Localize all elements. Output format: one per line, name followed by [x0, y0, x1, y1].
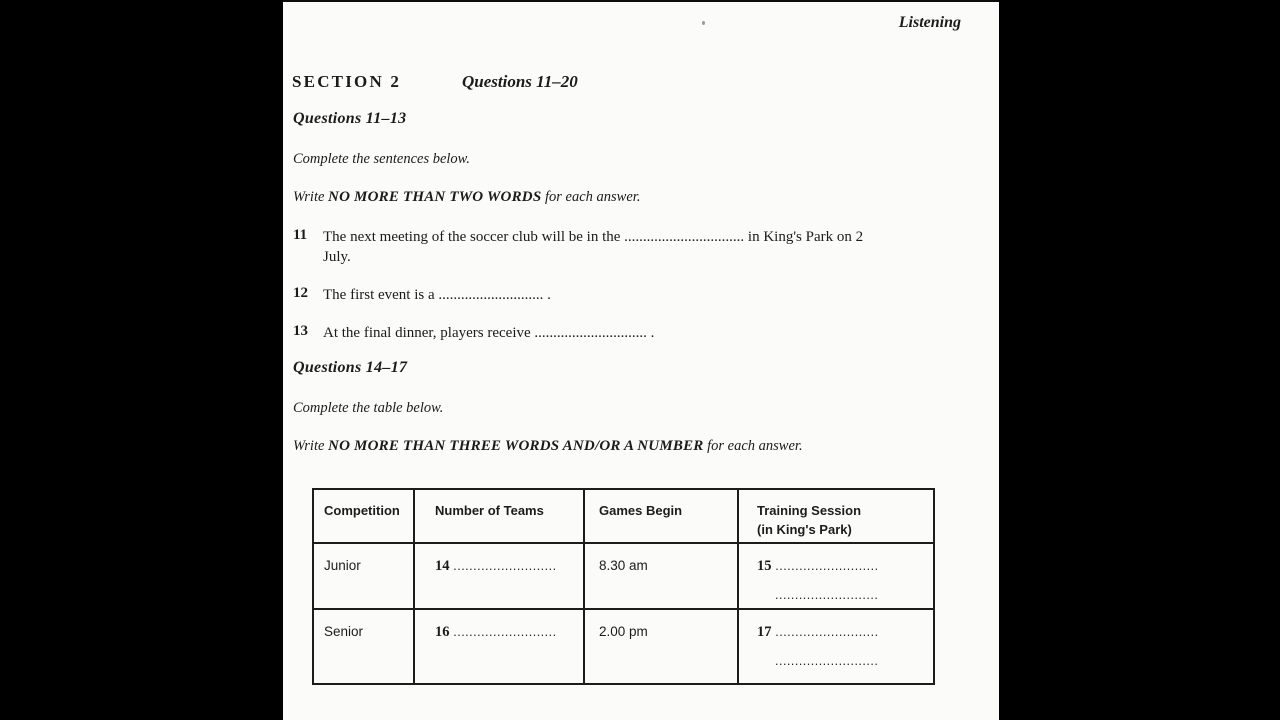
- answer-blank-17-line2: ..........................: [775, 654, 879, 668]
- competition-table: [312, 488, 935, 685]
- part2-word-limit-rule: [293, 438, 803, 455]
- answer-blank-17-line1: ..........................: [775, 625, 879, 639]
- cell-training-blank: [738, 543, 934, 609]
- answer-number-17: 17: [757, 624, 772, 640]
- question-11: [293, 227, 955, 267]
- table-header-row: [313, 489, 934, 543]
- part1-word-limit-rule: [293, 189, 640, 206]
- answer-number-15: 15: [757, 558, 772, 574]
- header-competition: Competition: [313, 489, 414, 543]
- answer-blank-14: ..........................: [453, 559, 557, 573]
- question-13: [293, 323, 955, 343]
- page-corner-label: Listening: [898, 14, 961, 31]
- section-title: SECTION 2: [292, 72, 402, 91]
- cell-training-blank: [738, 609, 934, 684]
- header-number-of-teams: Number of Teams: [414, 489, 584, 543]
- rule-prefix: Write: [293, 438, 325, 454]
- cell-competition: Senior: [313, 609, 414, 684]
- part2-heading: Questions 14–17: [293, 359, 408, 376]
- rule-suffix: for each answer.: [545, 189, 641, 205]
- header-training-session: [738, 489, 934, 543]
- question-11-text: [323, 227, 955, 267]
- question-11-line2: July.: [323, 249, 351, 265]
- table-row-senior: [313, 609, 934, 684]
- question-13-text: [323, 323, 955, 343]
- document-page: [283, 0, 999, 720]
- answer-blank-15-line2: ..........................: [775, 588, 879, 602]
- question-11-number: 11: [293, 227, 308, 243]
- cell-teams-blank: [414, 543, 584, 609]
- header-games-begin: Games Begin: [584, 489, 738, 543]
- question-12-number: 12: [293, 285, 308, 301]
- cell-teams-blank: [414, 609, 584, 684]
- answer-number-16: 16: [435, 624, 450, 640]
- scan-artifact-dot: [702, 21, 705, 25]
- header-training-line2: (in King's Park): [757, 522, 852, 537]
- rule-emphasis: NO MORE THAN TWO WORDS: [328, 189, 542, 205]
- question-12: [293, 285, 955, 305]
- section-heading-row: [292, 72, 792, 94]
- part2-instruction: Complete the table below.: [293, 400, 444, 416]
- question-11-line1: The next meeting of the soccer club will be in the ................................ in King's Park on 2: [323, 229, 864, 245]
- answer-blank-16: ..........................: [453, 625, 557, 639]
- answer-number-14: 14: [435, 558, 450, 574]
- question-12-text: [323, 285, 955, 305]
- cell-competition: Junior: [313, 543, 414, 609]
- rule-suffix: for each answer.: [707, 438, 803, 454]
- cell-games-begin: 2.00 pm: [584, 609, 738, 684]
- answer-blank-15-line1: ..........................: [775, 559, 879, 573]
- rule-emphasis: NO MORE THAN THREE WORDS AND/OR A NUMBER: [328, 438, 704, 454]
- header-training-line1: Training Session: [757, 503, 862, 518]
- cell-games-begin: 8.30 am: [584, 543, 738, 609]
- rule-prefix: Write: [293, 189, 325, 205]
- question-13-number: 13: [293, 323, 308, 339]
- table-row-junior: [313, 543, 934, 609]
- part1-heading: Questions 11–13: [293, 110, 407, 127]
- question-12-line1: The first event is a ............................ .: [323, 287, 551, 303]
- part1-instruction: Complete the sentences below.: [293, 151, 470, 167]
- question-13-line1: At the final dinner, players receive .............................. .: [323, 325, 655, 341]
- section-question-range: Questions 11–20: [462, 72, 578, 91]
